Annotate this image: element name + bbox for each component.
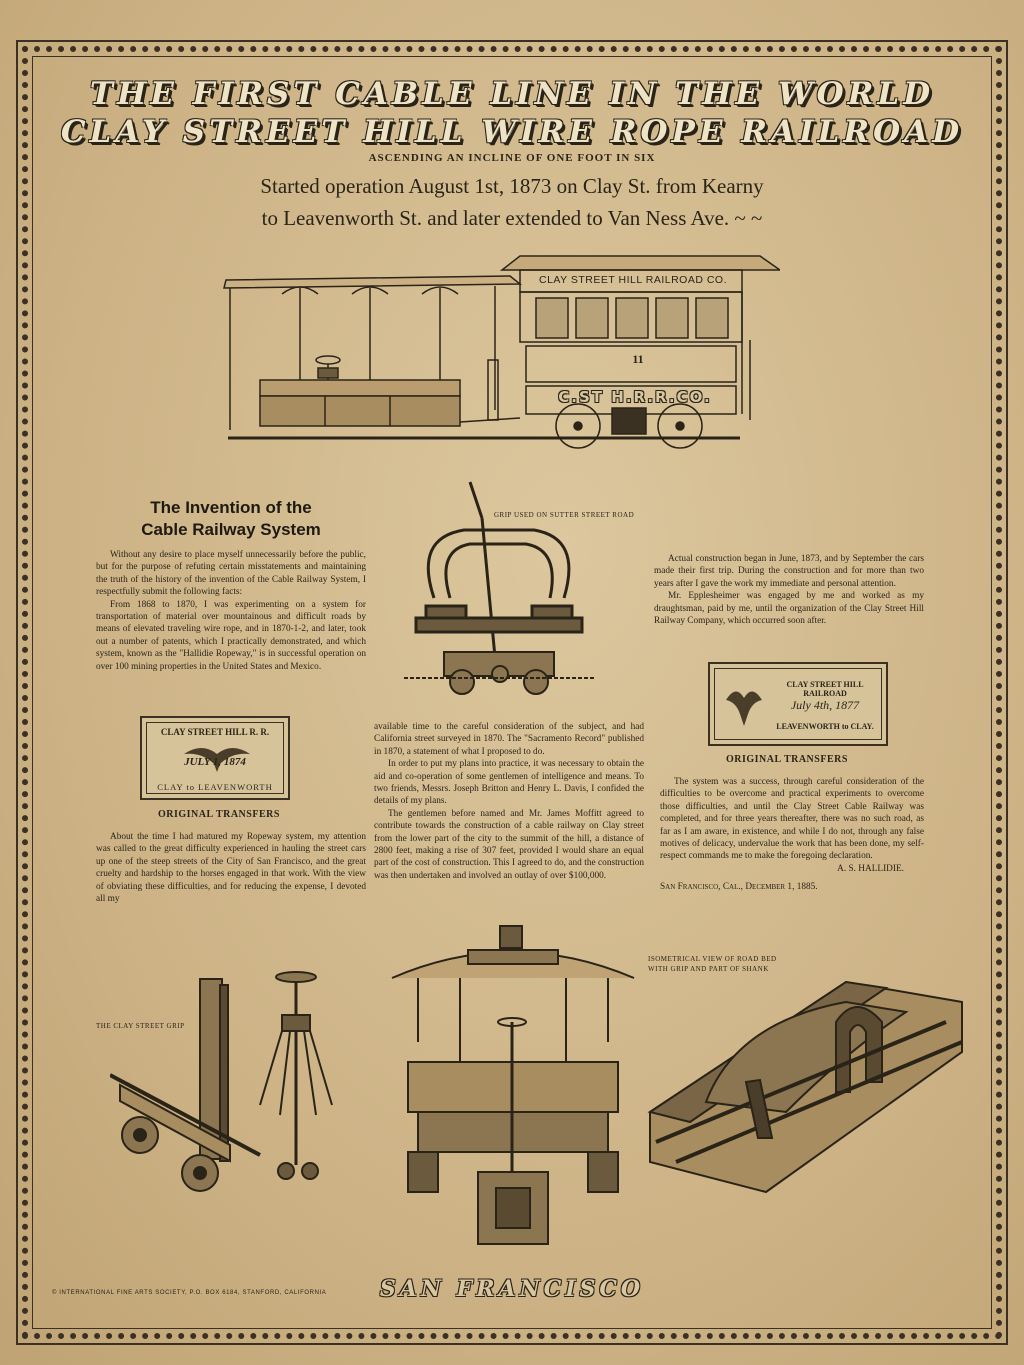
started-line-1: Started operation August 1st, 1873 on Clay St. from Kearny xyxy=(260,174,764,198)
caption-clay-street-grip: THE CLAY STREET GRIP xyxy=(96,1022,185,1030)
ticket-title: CLAY STREET HILL RAILROAD xyxy=(786,680,864,698)
original-transfers-caption-left: ORIGINAL TRANSFERS xyxy=(158,809,280,820)
caption-isometric-line-1: ISOMETRICAL VIEW OF ROAD BED xyxy=(648,955,777,963)
paragraph: The gentlemen before named and Mr. James Moffitt agreed to contribute towards the construction of a cable railway on Clay street from the lower part of the city to the summit of the hill, a distance of 2800 feet, making a rise of 307 feet, provided I would share an equal part of the cost of construction. This I agreed to do, and the construction was then undertaken and involved an outlay of over $100,000. xyxy=(374,808,644,881)
paragraph: available time to the careful consideration of the subject, and had California street surveyed in 1870. The "Sacramento Record" published in 1870, a statement of what I proposed to do. xyxy=(374,722,644,757)
column-1-bottom xyxy=(96,831,366,905)
paragraph: In order to put my plans into practice, it was necessary to obtain the aid and co-operation of some gentlemen of intelligence and means. To two friends, Messrs. Joseph Britton and Henry L. Davis, I confided the details of my plans. xyxy=(374,759,644,807)
sutter-street-grip-illustration xyxy=(404,478,594,698)
paragraph: From 1868 to 1870, I was experimenting on a system for transportation of material over mountainous and difficult roads by means of elevated traveling wire rope, and in 1870-1-2, and later, took out a number of patents, which I practically demonstrated, and which system, known as the "Hallidie Ropeway," is in successful operation on over 100 mining properties in the United States and Mexico. xyxy=(96,599,366,672)
isometric-road-bed-illustration xyxy=(646,962,966,1212)
eagle-emblem-icon xyxy=(722,680,766,730)
subtitle: ASCENDING AN INCLINE OF ONE FOOT IN SIX xyxy=(368,152,656,164)
paragraph: The system was a success, through careful consideration of the difficulties to be overcome and practical experiments to overcome those difficulties, and until the Clay Street Cable Railway was completed, and for three years thereafter, there was no such road, as far as I am aware, in existence, and while I do not, through any false motives of delicacy, undervalue the work that has been done, my self-respect commands me to make the foregoing declaration. xyxy=(660,777,924,862)
dateline: San Francisco, Cal., December 1, 1885. xyxy=(660,882,818,893)
column-3-top xyxy=(654,553,924,627)
ticket-route: CLAY to LEAVENWORTH xyxy=(157,782,273,792)
car-roof-sign: CLAY STREET HILL RAILROAD CO. xyxy=(539,274,727,286)
transfer-ticket-right xyxy=(708,662,888,746)
transfer-ticket-left xyxy=(140,716,290,800)
signature: A. S. HALLIDIE. xyxy=(837,863,904,874)
ticket-route: LEAVENWORTH to CLAY. xyxy=(776,722,874,731)
ticket-date: JULY 1, 1874 xyxy=(184,756,246,768)
title-line-2: CLAY STREET HILL WIRE ROPE RAILROAD xyxy=(60,114,964,150)
copyright-footer: © INTERNATIONAL FINE ARTS SOCIETY, P.O. BOX 6184, STANFORD, CALIFORNIA xyxy=(52,1290,327,1296)
column-3-bottom xyxy=(660,776,924,894)
car-number: 11 xyxy=(632,352,644,366)
article-heading xyxy=(96,497,366,541)
caption-isometric-line-2: WITH GRIP AND PART OF SHANK xyxy=(648,965,769,973)
clay-street-grip-illustration xyxy=(110,965,340,1195)
caption-sutter-grip: GRIP USED ON SUTTER STREET ROAD xyxy=(494,511,635,519)
cable-car-end-view-illustration xyxy=(388,922,638,1252)
paragraph: Mr. Epplesheimer was engaged by me and worked as my draughtsman, paid by me, until the organization of the Clay Street Hill Railway Company, which occurred soon after. xyxy=(654,591,924,627)
ticket-title: CLAY STREET HILL R. R. xyxy=(160,727,270,737)
paragraph: Actual construction began in June, 1873, and by September the cars made their first trip. During the construction and for more than two years after I gave the work my immediate and personal attention. xyxy=(654,554,924,589)
car-side-lettering: C.ST H.R.R.CO. xyxy=(558,388,712,406)
original-transfers-caption-right: ORIGINAL TRANSFERS xyxy=(726,754,848,765)
ticket-date: July 4th, 1877 xyxy=(790,698,860,712)
column-2 xyxy=(374,721,644,882)
article-heading-line-1: The Invention of the xyxy=(150,498,312,517)
city-footer: SAN FRANCISCO xyxy=(379,1276,645,1302)
column-1-top xyxy=(96,549,366,673)
article-heading-line-2: Cable Railway System xyxy=(141,520,321,539)
paragraph: About the time I had matured my Ropeway system, my attention was called to the great difficulty experienced in hauling the street cars up one of the steep streets of the City of San Francisco, and the great cruelty and hardship to the horses engaged in that work. With the view of obviating these difficulties, and for reducing the expense, I devoted all my xyxy=(96,832,366,905)
title-line-1: THE FIRST CABLE LINE IN THE WORLD xyxy=(89,76,935,112)
paragraph: Without any desire to place myself unnecessarily before the public, but for the purpose of refuting certain misstatements and maintaining the truth of the history of the invention of the Cable Railway System, I respectfully submit the following facts: xyxy=(96,550,366,598)
started-line-2: to Leavenworth St. and later extended to Van Ness Ave. ~ ~ xyxy=(261,206,763,230)
